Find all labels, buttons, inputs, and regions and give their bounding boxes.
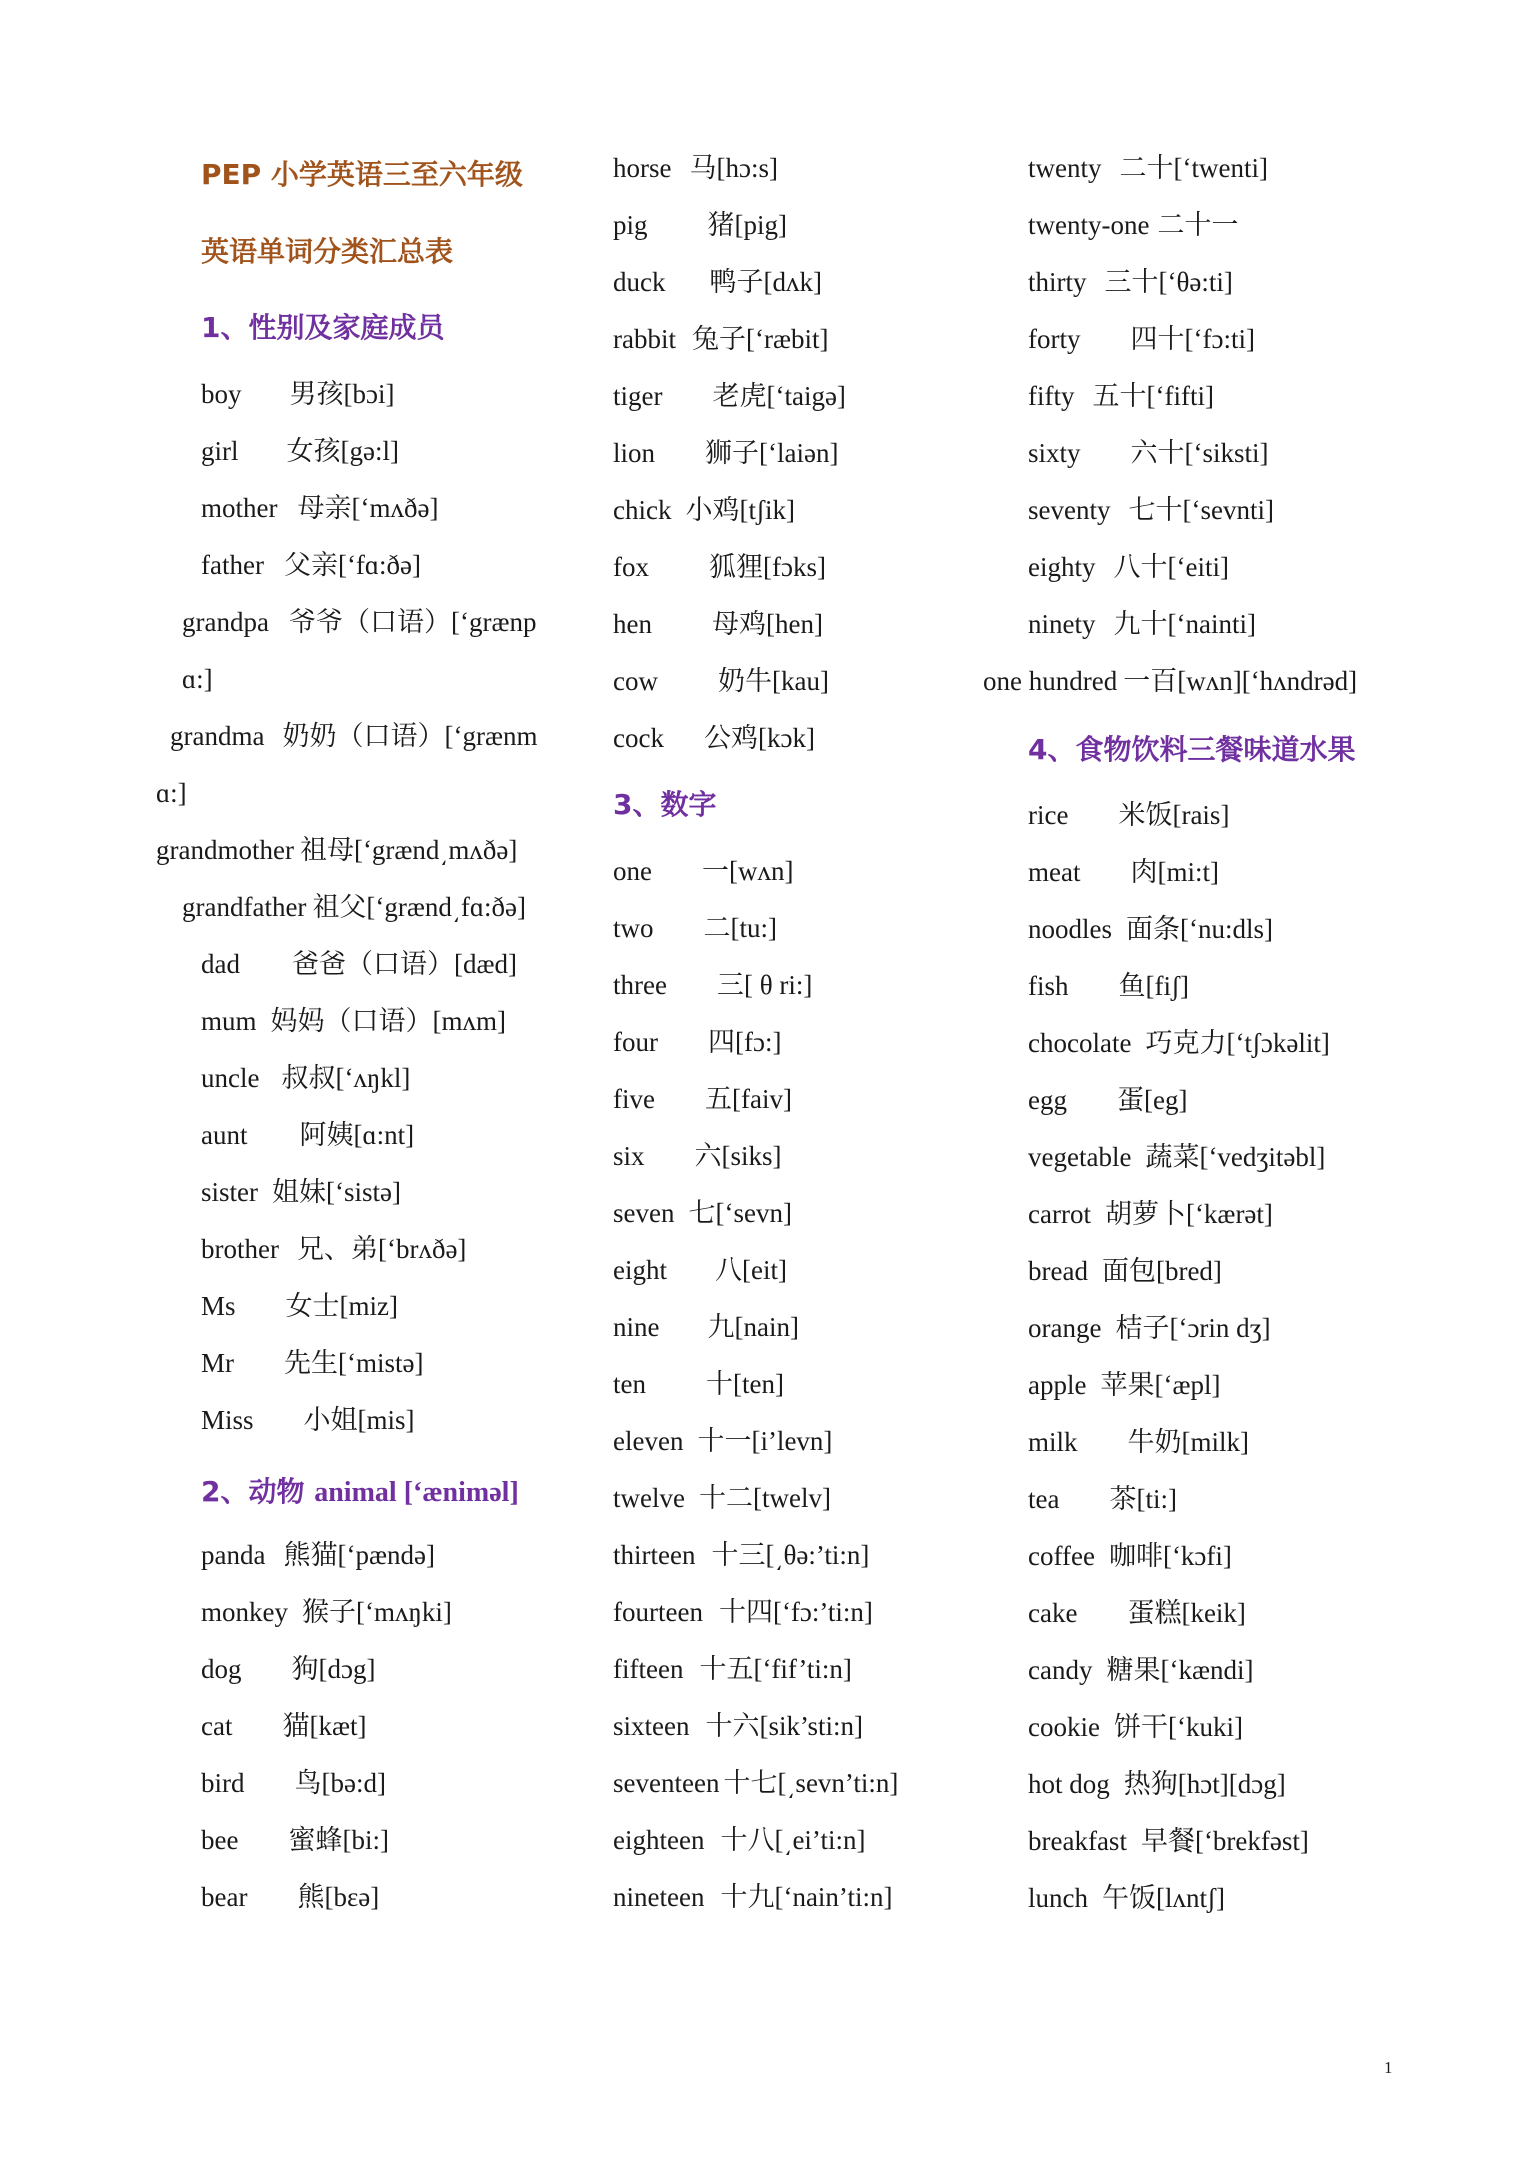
word-entry	[182, 889, 526, 929]
english-word: twenty	[1028, 153, 1102, 183]
english-word: Miss	[201, 1405, 254, 1435]
english-word: six	[613, 1141, 645, 1171]
word-entry	[170, 718, 537, 758]
chinese-meaning-phonetic: 爸爸（口语）[dæd]	[291, 949, 517, 979]
english-word: fifty	[1028, 381, 1075, 411]
word-entry	[182, 604, 536, 644]
word-entry	[613, 1252, 787, 1292]
word-entry	[1028, 1196, 1273, 1236]
english-word: chick	[613, 495, 672, 525]
chinese-meaning-phonetic: 饼干[‘kuki]	[1113, 1712, 1243, 1742]
chinese-meaning-phonetic: 猫[kæt]	[282, 1711, 367, 1741]
chinese-meaning-phonetic: 鱼[fiʃ]	[1118, 971, 1189, 1001]
chinese-meaning-phonetic: 母鸡[hen]	[711, 609, 823, 639]
chinese-meaning-phonetic: 桔子[‘ɔrin dʒ]	[1115, 1313, 1271, 1343]
word-entry	[156, 832, 517, 872]
english-word: fish	[1028, 971, 1069, 1001]
chinese-meaning-phonetic: 苹果[‘æpl]	[1100, 1370, 1221, 1400]
english-word: four	[613, 1027, 658, 1057]
english-word: vegetable	[1028, 1142, 1132, 1172]
english-word: three	[613, 970, 667, 1000]
english-word: aunt	[201, 1120, 248, 1150]
chinese-meaning-phonetic: 祖父[‘grænd͵fɑ:ðə]	[312, 892, 526, 922]
word-entry	[201, 1003, 506, 1043]
word-entry	[613, 1138, 782, 1178]
chinese-meaning-phonetic: ɑ:]	[156, 778, 187, 808]
english-word: chocolate	[1028, 1028, 1132, 1058]
word-entry	[201, 946, 517, 986]
chinese-meaning-phonetic: 牛奶[milk]	[1127, 1427, 1250, 1457]
chinese-meaning-phonetic: 热狗[hɔt][dɔg]	[1123, 1769, 1286, 1799]
english-word: cat	[201, 1711, 233, 1741]
chinese-meaning-phonetic: 三[ θ ri:]	[716, 970, 813, 1000]
english-word: duck	[613, 267, 666, 297]
english-word: milk	[1028, 1427, 1078, 1457]
chinese-meaning-phonetic: 巧克力[‘tʃɔkəlit]	[1145, 1028, 1330, 1058]
english-word: fourteen	[613, 1597, 703, 1627]
chinese-meaning-phonetic: 五[faiv]	[704, 1084, 792, 1114]
word-entry	[613, 967, 812, 1007]
english-word: thirty	[1028, 267, 1087, 297]
word-entry	[156, 775, 187, 815]
word-entry	[1028, 492, 1274, 532]
chinese-meaning-phonetic: 十八[͵ei’ti:n]	[720, 1825, 866, 1855]
english-word: nine	[613, 1312, 660, 1342]
word-entry	[201, 376, 394, 416]
chinese-meaning-phonetic: 早餐[‘brekfəst]	[1140, 1826, 1309, 1856]
english-word: cock	[613, 723, 664, 753]
chinese-meaning-phonetic: 老虎[‘taigə]	[712, 381, 846, 411]
document-subtitle: 英语单词分类汇总表	[201, 235, 454, 268]
chinese-meaning-phonetic: 狐狸[fɔks]	[709, 552, 826, 582]
english-word: hen	[613, 609, 652, 639]
english-word: nineteen	[613, 1882, 705, 1912]
english-word: thirteen	[613, 1540, 696, 1570]
chinese-meaning-phonetic: 十六[sik’sti:n]	[705, 1711, 863, 1741]
chinese-meaning-phonetic: 三十[‘θə:ti]	[1104, 267, 1233, 297]
english-word: two	[613, 913, 654, 943]
english-word: breakfast	[1028, 1826, 1127, 1856]
chinese-meaning-phonetic: 女孩[gə:l]	[286, 436, 399, 466]
word-entry	[613, 606, 823, 646]
chinese-meaning-phonetic: 蛋[eg]	[1116, 1085, 1188, 1115]
chinese-meaning-phonetic: 十一[i’levn]	[697, 1426, 833, 1456]
chinese-meaning-phonetic: 二[tu:]	[703, 913, 777, 943]
english-word: girl	[201, 436, 239, 466]
english-word: grandmother	[156, 835, 294, 865]
word-entry	[613, 150, 778, 190]
word-entry	[1028, 1025, 1330, 1065]
english-word: boy	[201, 379, 242, 409]
english-word: sixty	[1028, 438, 1081, 468]
english-word: noodles	[1028, 914, 1112, 944]
chinese-meaning-phonetic: 蛋糕[keik]	[1127, 1598, 1246, 1628]
chinese-meaning-phonetic: 蜜蜂[bi:]	[288, 1825, 389, 1855]
english-word: candy	[1028, 1655, 1093, 1685]
word-entry	[201, 1402, 415, 1442]
chinese-meaning-phonetic: 十五[‘fif’ti:n]	[699, 1654, 852, 1684]
section-heading-food: 4、食物饮料三餐味道水果	[1028, 733, 1356, 766]
chinese-meaning-phonetic: 祖母[‘grænd͵mʌðə]	[299, 835, 518, 865]
chinese-meaning-phonetic: 奶牛[kau]	[717, 666, 829, 696]
english-word: eighty	[1028, 552, 1096, 582]
chinese-meaning-phonetic: 二十[‘twenti]	[1119, 153, 1268, 183]
chinese-meaning-phonetic: 小姐[mis]	[303, 1405, 415, 1435]
word-entry	[201, 1537, 435, 1577]
english-word: seventeen	[613, 1768, 720, 1798]
chinese-meaning-phonetic: 十[ten]	[706, 1369, 784, 1399]
english-word: sister	[201, 1177, 258, 1207]
section-heading-animals-cn: 2、动物	[201, 1475, 305, 1508]
word-entry	[613, 1366, 784, 1406]
chinese-meaning-phonetic: 面包[bred]	[1101, 1256, 1222, 1286]
english-word: bread	[1028, 1256, 1088, 1286]
chinese-meaning-phonetic: 熊猫[‘pændə]	[283, 1540, 435, 1570]
english-word: grandfather	[182, 892, 307, 922]
word-entry	[613, 1708, 863, 1748]
english-word: meat	[1028, 857, 1081, 887]
word-entry	[613, 1480, 831, 1520]
word-entry	[201, 1231, 466, 1271]
word-entry	[1028, 378, 1214, 418]
chinese-meaning-phonetic: 二十一	[1157, 210, 1239, 240]
word-entry	[1028, 321, 1255, 361]
chinese-meaning-phonetic: 七[‘sevn]	[688, 1198, 792, 1228]
chinese-meaning-phonetic: 叔叔[‘ʌŋkl]	[281, 1063, 411, 1093]
english-word: brother	[201, 1234, 279, 1264]
word-entry	[201, 1345, 423, 1385]
chinese-meaning-phonetic: 十三[͵θə:’ti:n]	[711, 1540, 870, 1570]
word-entry	[1028, 1766, 1286, 1806]
word-entry	[1028, 264, 1233, 304]
english-word: seven	[613, 1198, 675, 1228]
word-entry	[1028, 1082, 1187, 1122]
english-word: monkey	[201, 1597, 288, 1627]
section-heading-family: 1、性别及家庭成员	[201, 311, 445, 344]
chinese-meaning-phonetic: 猴子[‘mʌŋki]	[302, 1597, 452, 1627]
english-word: hot dog	[1028, 1769, 1110, 1799]
chinese-meaning-phonetic: 九十[‘nainti]	[1113, 609, 1256, 639]
word-entry	[182, 661, 213, 701]
english-word: dog	[201, 1654, 242, 1684]
english-word: eight	[613, 1255, 667, 1285]
word-entry	[1028, 435, 1269, 475]
chinese-meaning-phonetic: 十九[‘nain’ti:n]	[720, 1882, 893, 1912]
word-entry	[201, 1174, 401, 1214]
word-entry	[201, 1594, 452, 1634]
section-heading-animals	[201, 1472, 519, 1513]
word-entry	[1028, 1538, 1232, 1578]
english-word: cake	[1028, 1598, 1078, 1628]
english-word: lunch	[1028, 1883, 1088, 1913]
english-word: one	[613, 856, 652, 886]
english-word: ninety	[1028, 609, 1096, 639]
english-word: Mr	[201, 1348, 234, 1378]
chinese-meaning-phonetic: 九[nain]	[707, 1312, 799, 1342]
word-entry	[1028, 1139, 1325, 1179]
chinese-meaning-phonetic: 女士[miz]	[285, 1291, 398, 1321]
word-entry	[1028, 606, 1256, 646]
word-entry	[201, 1288, 398, 1328]
english-word: grandpa	[182, 607, 269, 637]
english-word: sixteen	[613, 1711, 690, 1741]
word-entry	[1028, 968, 1189, 1008]
english-word: cookie	[1028, 1712, 1100, 1742]
chinese-meaning-phonetic: 兔子[‘ræbit]	[691, 324, 829, 354]
word-entry	[613, 1024, 781, 1064]
chinese-meaning-phonetic: 十七[͵sevn’ti:n]	[723, 1768, 899, 1798]
chinese-meaning-phonetic: 六十[‘siksti]	[1130, 438, 1269, 468]
chinese-meaning-phonetic: 狗[dɔg]	[291, 1654, 376, 1684]
word-entry	[201, 1765, 386, 1805]
english-word: one hundred	[983, 666, 1118, 696]
word-entry	[1028, 1424, 1249, 1464]
chinese-meaning-phonetic: 茶[ti:]	[1109, 1484, 1177, 1514]
chinese-meaning-phonetic: 糖果[‘kændi]	[1106, 1655, 1254, 1685]
chinese-meaning-phonetic: 熊[bɛə]	[297, 1882, 380, 1912]
chinese-meaning-phonetic: 蔬菜[‘vedʒitəbl]	[1145, 1142, 1326, 1172]
english-word: egg	[1028, 1085, 1067, 1115]
english-word: dad	[201, 949, 240, 979]
word-entry	[1028, 797, 1229, 837]
english-word: lion	[613, 438, 656, 468]
word-entry	[1028, 911, 1273, 951]
word-entry	[613, 492, 795, 532]
english-word: mother	[201, 493, 278, 523]
chinese-meaning-phonetic: 鸟[bə:d]	[294, 1768, 386, 1798]
word-entry	[201, 547, 421, 587]
word-entry	[1028, 1880, 1225, 1920]
english-word: Ms	[201, 1291, 236, 1321]
word-entry	[613, 1537, 869, 1577]
chinese-meaning-phonetic: 十四[‘fɔ:’ti:n]	[718, 1597, 873, 1627]
english-word: coffee	[1028, 1541, 1095, 1571]
word-entry	[613, 1309, 799, 1349]
chinese-meaning-phonetic: 四[fɔ:]	[707, 1027, 782, 1057]
word-entry	[983, 663, 1357, 703]
word-entry	[613, 207, 787, 247]
section-heading-numbers: 3、数字	[613, 788, 717, 821]
english-word: bird	[201, 1768, 245, 1798]
english-word: panda	[201, 1540, 266, 1570]
english-word: tea	[1028, 1484, 1060, 1514]
word-entry	[613, 663, 829, 703]
word-entry	[1028, 1652, 1253, 1692]
english-word: apple	[1028, 1370, 1087, 1400]
chinese-meaning-phonetic: 男孩[bɔi]	[289, 379, 395, 409]
section-heading-animals-en: animal [‘ænimәl]	[314, 1477, 519, 1508]
chinese-meaning-phonetic: 肉[mi:t]	[1130, 857, 1219, 887]
english-word: tiger	[613, 381, 663, 411]
english-word: eleven	[613, 1426, 684, 1456]
chinese-meaning-phonetic: 米饭[rais]	[1118, 800, 1230, 830]
word-entry	[613, 264, 822, 304]
chinese-meaning-phonetic: 鸭子[dʌk]	[709, 267, 822, 297]
chinese-meaning-phonetic: 五十[‘fifti]	[1092, 381, 1214, 411]
word-entry	[1028, 1367, 1220, 1407]
chinese-meaning-phonetic: 一百[wʌn][‘hʌndrəd]	[1123, 666, 1358, 696]
word-entry	[1028, 1310, 1271, 1350]
english-word: pig	[613, 210, 648, 240]
word-entry	[613, 1195, 792, 1235]
chinese-meaning-phonetic: 爷爷（口语）[‘grænp	[288, 607, 537, 637]
english-word: fifteen	[613, 1654, 684, 1684]
word-entry	[613, 321, 828, 361]
word-entry	[1028, 854, 1219, 894]
word-entry	[1028, 549, 1229, 589]
word-entry	[201, 1117, 414, 1157]
english-word: five	[613, 1084, 655, 1114]
chinese-meaning-phonetic: 姐妹[‘sistə]	[272, 1177, 401, 1207]
word-entry	[201, 1708, 366, 1748]
english-word: bear	[201, 1882, 248, 1912]
english-word: father	[201, 550, 264, 580]
chinese-meaning-phonetic: 母亲[‘mʌðə]	[297, 493, 439, 523]
word-entry	[613, 910, 777, 950]
word-entry	[1028, 1595, 1246, 1635]
english-word: fox	[613, 552, 649, 582]
word-entry	[613, 1879, 892, 1919]
word-entry	[201, 1651, 375, 1691]
english-word: uncle	[201, 1063, 260, 1093]
word-entry	[613, 1594, 873, 1634]
chinese-meaning-phonetic: 咖啡[‘kɔfi]	[1108, 1541, 1232, 1571]
chinese-meaning-phonetic: 公鸡[kɔk]	[703, 723, 815, 753]
chinese-meaning-phonetic: 小鸡[tʃik]	[685, 495, 795, 525]
chinese-meaning-phonetic: 十二[twelv]	[698, 1483, 831, 1513]
english-word: bee	[201, 1825, 239, 1855]
chinese-meaning-phonetic: 妈妈（口语）[mʌm]	[270, 1006, 507, 1036]
word-entry	[613, 720, 815, 760]
chinese-meaning-phonetic: 狮子[‘laiən]	[705, 438, 839, 468]
word-entry	[613, 1765, 898, 1805]
chinese-meaning-phonetic: 八十[‘eiti]	[1113, 552, 1229, 582]
chinese-meaning-phonetic: 面条[‘nu:dls]	[1126, 914, 1273, 944]
page-number: 1	[1384, 2058, 1393, 2077]
chinese-meaning-phonetic: 父亲[‘fɑ:ðə]	[283, 550, 422, 580]
english-word: eighteen	[613, 1825, 705, 1855]
word-entry	[201, 1822, 389, 1862]
chinese-meaning-phonetic: 奶奶（口语）[‘grænm	[282, 721, 538, 751]
word-entry	[1028, 1481, 1177, 1521]
chinese-meaning-phonetic: 八[eit]	[715, 1255, 787, 1285]
chinese-meaning-phonetic: 猪[pig]	[707, 210, 787, 240]
chinese-meaning-phonetic: 四十[‘fɔ:ti]	[1130, 324, 1255, 354]
word-entry	[613, 1651, 852, 1691]
english-word: ten	[613, 1369, 646, 1399]
word-entry	[1028, 1709, 1243, 1749]
english-word: grandma	[170, 721, 265, 751]
english-word: forty	[1028, 324, 1081, 354]
word-entry	[613, 853, 793, 893]
chinese-meaning-phonetic: 六[siks]	[694, 1141, 782, 1171]
english-word: cow	[613, 666, 658, 696]
word-entry	[1028, 207, 1238, 247]
english-word: orange	[1028, 1313, 1102, 1343]
word-entry	[613, 378, 846, 418]
chinese-meaning-phonetic: 七十[‘sevnti]	[1128, 495, 1274, 525]
word-entry	[1028, 150, 1268, 190]
document-title: PEP 小学英语三至六年级	[201, 158, 523, 191]
word-entry	[201, 433, 399, 473]
english-word: twelve	[613, 1483, 685, 1513]
chinese-meaning-phonetic: 阿姨[ɑ:nt]	[299, 1120, 415, 1150]
english-word: twenty-one	[1028, 210, 1150, 240]
chinese-meaning-phonetic: 兄、弟[‘brʌðə]	[296, 1234, 467, 1264]
chinese-meaning-phonetic: 胡萝卜[‘kærət]	[1104, 1199, 1273, 1229]
word-entry	[201, 1060, 410, 1100]
chinese-meaning-phonetic: 一[wʌn]	[701, 856, 794, 886]
word-entry	[201, 1879, 379, 1919]
english-word: mum	[201, 1006, 257, 1036]
chinese-meaning-phonetic: ɑ:]	[182, 664, 213, 694]
english-word: carrot	[1028, 1199, 1091, 1229]
word-entry	[613, 549, 826, 589]
word-entry	[613, 1081, 792, 1121]
english-word: seventy	[1028, 495, 1111, 525]
word-entry	[613, 1423, 832, 1463]
word-entry	[201, 490, 438, 530]
word-entry	[1028, 1253, 1222, 1293]
english-word: horse	[613, 153, 672, 183]
word-entry	[613, 435, 838, 475]
word-entry	[1028, 1823, 1309, 1863]
chinese-meaning-phonetic: 先生[‘mistə]	[284, 1348, 424, 1378]
word-entry	[613, 1822, 865, 1862]
english-word: rabbit	[613, 324, 676, 354]
english-word: rice	[1028, 800, 1069, 830]
chinese-meaning-phonetic: 马[hɔ:s]	[689, 153, 778, 183]
chinese-meaning-phonetic: 午饭[lʌntʃ]	[1102, 1883, 1225, 1913]
